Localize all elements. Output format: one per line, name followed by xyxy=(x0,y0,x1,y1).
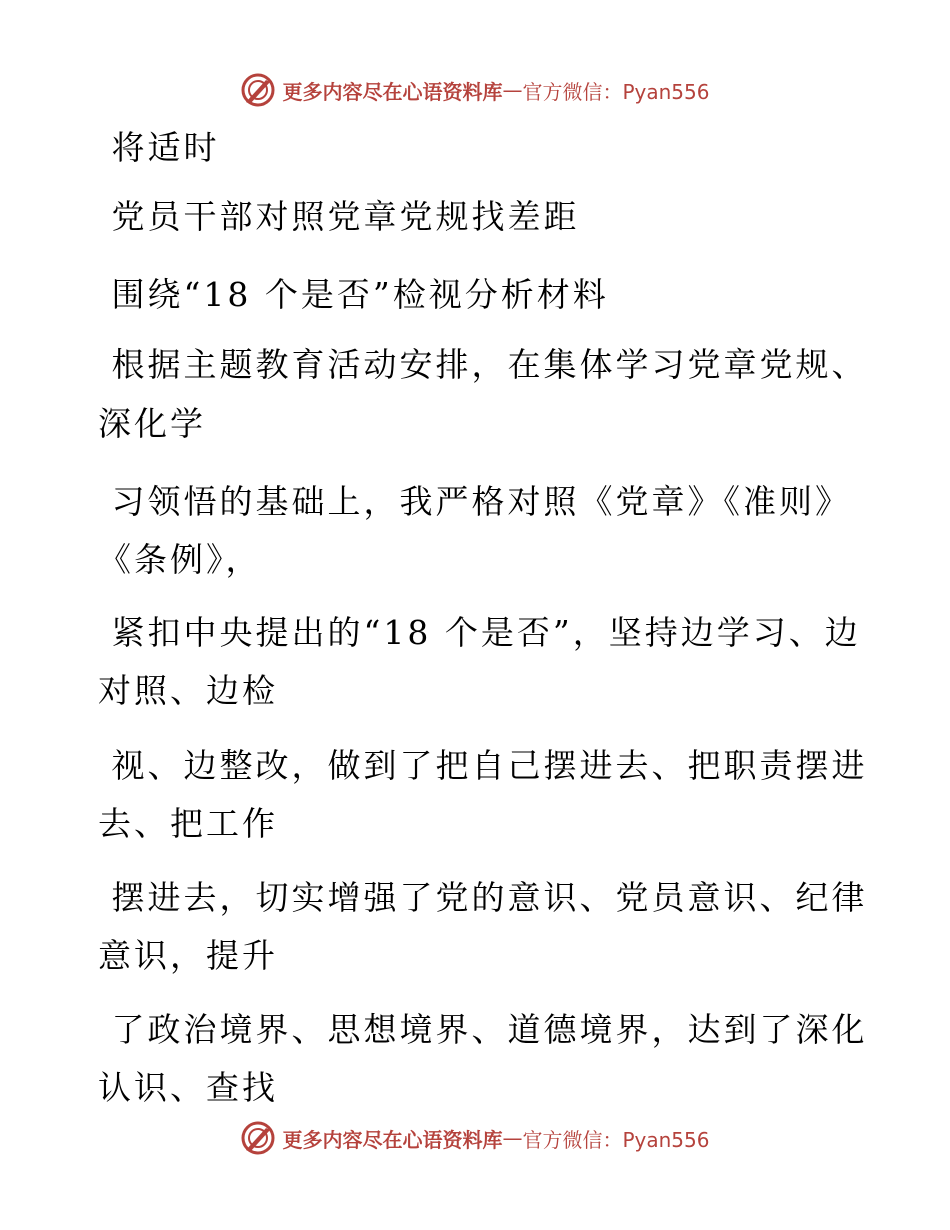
text-line: 深化学 xyxy=(98,404,206,443)
logo-icon xyxy=(240,72,276,108)
footer-banner xyxy=(0,1118,950,1158)
text-line: 去、把工作 xyxy=(98,804,278,843)
text-line: 紧扣中央提出的“18 个是否”，坚持边学习、边 xyxy=(98,613,861,652)
header-separator: — xyxy=(502,78,523,102)
text-line: 意识，提升 xyxy=(98,936,278,975)
logo-icon xyxy=(240,1120,276,1156)
text-line: 党员干部对照党章党规找差距 xyxy=(98,197,580,236)
text-line: 视、边整改，做到了把自己摆进去、把职责摆进 xyxy=(98,746,868,785)
text-line: 摆进去，切实增强了党的意识、党员意识、纪律 xyxy=(98,878,868,917)
text-line: 《条例》， xyxy=(98,540,262,579)
text-line: 围绕“18 个是否”检视分析材料 xyxy=(98,275,609,314)
text-line: 习领悟的基础上，我严格对照《党章》《准则》 xyxy=(98,482,851,521)
text-line: 将适时 xyxy=(98,128,220,167)
text-line: 了政治境界、思想境界、道德境界，达到了深化 xyxy=(98,1010,868,1049)
text-line: 根据主题教育活动安排，在集体学习党章党规、 xyxy=(98,345,868,384)
text-line: 对照、边检 xyxy=(98,671,278,710)
text-line: 认识、查找 xyxy=(98,1068,278,1107)
footer-site-text: 更多内容尽在心语资料库 xyxy=(282,1127,503,1152)
header-site-text: 更多内容尽在心语资料库 xyxy=(282,79,503,104)
header-wechat-text: 官方微信：Pyan556 xyxy=(522,79,710,104)
footer-separator: — xyxy=(502,1126,523,1150)
header-banner xyxy=(0,70,950,110)
footer-wechat-text: 官方微信：Pyan556 xyxy=(522,1127,710,1152)
